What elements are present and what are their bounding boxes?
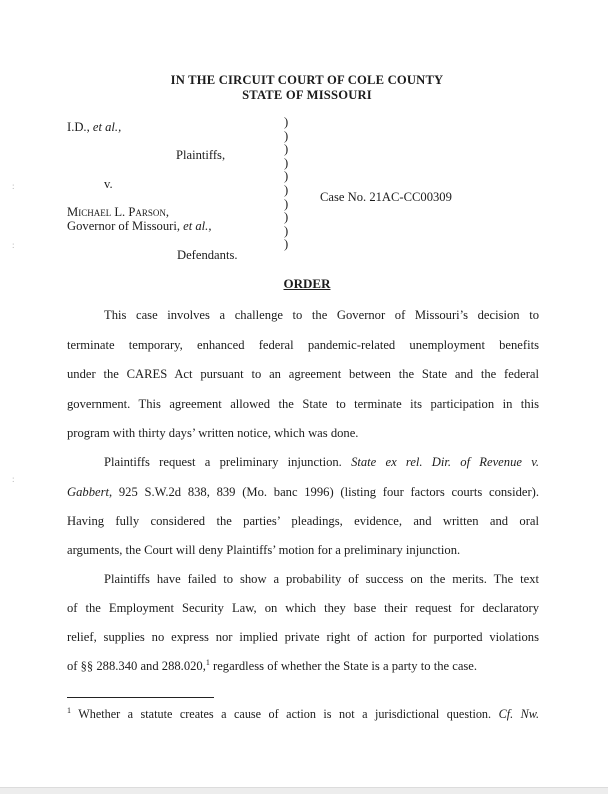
paren-mark: ) xyxy=(284,169,289,184)
footnote-citation: Cf. Nw. xyxy=(498,707,539,721)
defendant-title-text: Governor of Missouri, xyxy=(67,219,184,233)
plaintiff-name-text: I.D., xyxy=(67,120,93,134)
defendant-first-name: Michael xyxy=(67,205,112,219)
plaintiffs-label: Plaintiffs, xyxy=(176,148,226,162)
order-title: ORDER xyxy=(283,276,331,291)
statute-text: of §§ 288.340 and 288.020, xyxy=(67,659,206,673)
scan-mark: : xyxy=(12,181,15,191)
case-number: Case No. 21AC-CC00309 xyxy=(320,190,452,204)
case-citation-italic: State ex rel. Dir. of Revenue v. xyxy=(351,455,539,469)
statute-text-rest: regardless of whether the State is a party to the case. xyxy=(209,659,478,673)
footnote-divider xyxy=(67,697,214,698)
court-name: IN THE CIRCUIT COURT OF COLE COUNTY xyxy=(170,73,444,87)
footnote-text: Whether a statute creates a cause of action is not a jurisdictional question. xyxy=(71,707,499,721)
paren-mark: ) xyxy=(284,155,289,170)
body-line-citation xyxy=(104,455,539,469)
defendant-etal: et al., xyxy=(183,219,212,233)
caption-parentheses xyxy=(284,116,288,252)
body-line: relief, supplies no express nor implied private right of action for purported violations xyxy=(67,630,539,644)
body-line: Plaintiffs have failed to show a probability of success on the merits. The text xyxy=(104,572,539,586)
scan-mark: : xyxy=(12,240,15,250)
paren-mark: ) xyxy=(284,142,289,157)
body-line: government. This agreement allowed the State to terminate its participation in this xyxy=(67,397,539,411)
defendants-label: Defendants. xyxy=(177,248,238,262)
defendant-title xyxy=(67,219,211,234)
body-line: Having fully considered the parties’ pleadings, evidence, and written and oral xyxy=(67,514,539,528)
body-line: program with thirty days’ written notice, which was done. xyxy=(67,426,359,440)
paren-mark: ) xyxy=(284,115,289,129)
body-line: terminate temporary, enhanced federal pandemic-related unemployment benefits xyxy=(67,338,539,352)
injunction-request-text: Plaintiffs request a preliminary injunction. xyxy=(104,455,352,469)
citation-text: , 925 S.W.2d 838, 839 (Mo. banc 1996) (listing four factors courts consider). xyxy=(108,485,539,499)
plaintiff-name xyxy=(67,120,121,135)
court-state: STATE OF MISSOURI xyxy=(242,88,372,102)
body-line: under the CARES Act pursuant to an agreement between the State and the federal xyxy=(67,367,539,381)
body-line: This case involves a challenge to the Governor of Missouri’s decision to xyxy=(104,308,539,322)
footnote-marker: 1 xyxy=(67,705,71,715)
defendant-name xyxy=(67,205,169,220)
body-line: arguments, the Court will deny Plaintiffs’ motion for a preliminary injunction. xyxy=(67,543,461,557)
versus-label: v. xyxy=(104,177,113,191)
scan-mark: : xyxy=(12,474,15,484)
paren-mark: ) xyxy=(284,182,289,197)
footnote-reference[interactable]: 1 xyxy=(205,657,210,667)
body-line-citation xyxy=(67,485,539,499)
body-line: of the Employment Security Law, on which they base their request for declaratory xyxy=(67,601,539,615)
defendant-last-name: L. Parson, xyxy=(111,205,170,219)
case-citation-italic: Gabbert xyxy=(67,485,109,499)
footnote xyxy=(67,707,539,722)
body-line-footnote-ref xyxy=(67,659,539,673)
paren-mark: ) xyxy=(284,210,289,225)
paren-mark: ) xyxy=(284,128,289,143)
paren-mark: ) xyxy=(284,237,289,252)
plaintiff-etal: et al., xyxy=(92,120,122,134)
paren-mark: ) xyxy=(284,223,289,238)
paren-mark: ) xyxy=(284,196,289,211)
